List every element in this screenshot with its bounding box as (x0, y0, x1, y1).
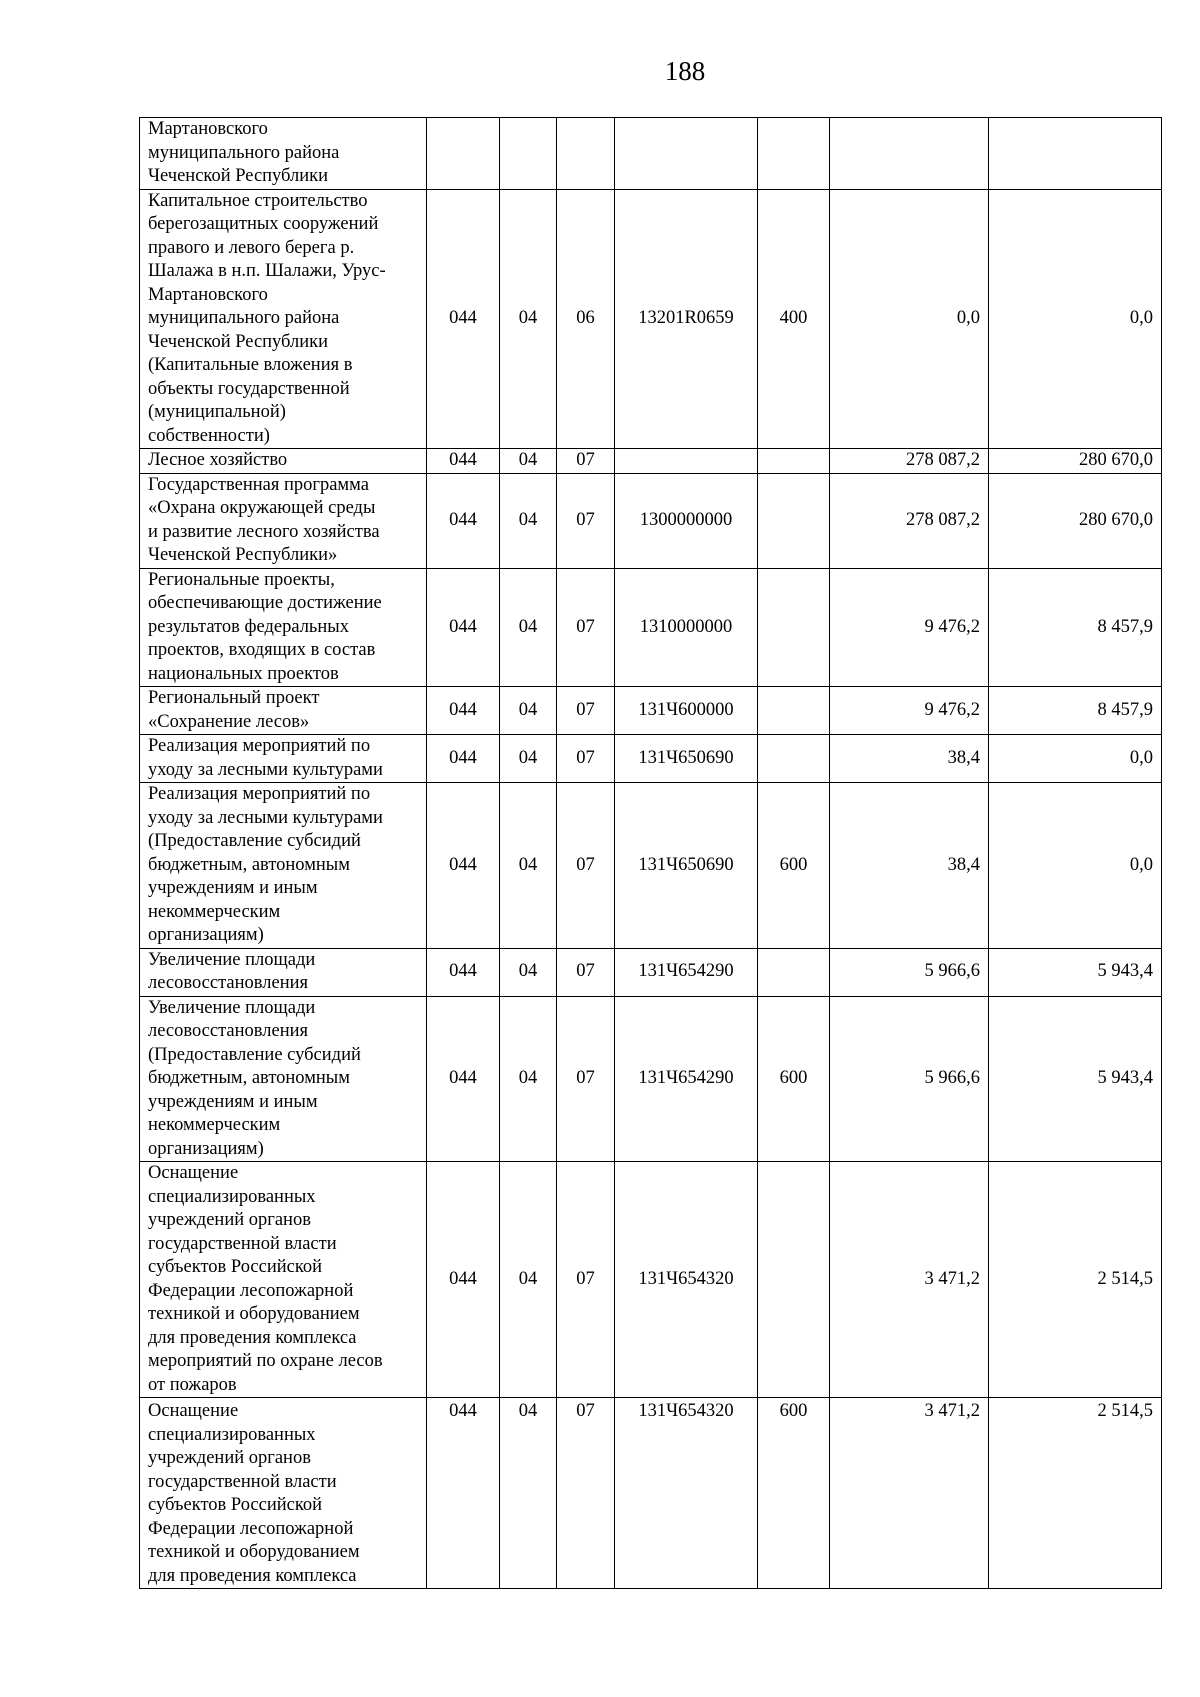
row-name-cell: Государственная программа «Охрана окружающей среды и развитие лесного хозяйства Чеченской Республики» (140, 473, 427, 568)
expense-type-cell (758, 118, 830, 190)
section-code-cell: 04 (500, 783, 557, 949)
amount-year1-cell: 38,4 (830, 783, 989, 949)
target-article-cell: 131Ч654290 (615, 996, 758, 1162)
table-body (140, 118, 1162, 1589)
admin-code-cell: 044 (427, 473, 500, 568)
subsection-code-cell: 07 (557, 1398, 615, 1589)
section-code-cell: 04 (500, 687, 557, 735)
row-name-cell: Реализация мероприятий по уходу за лесными культурами (140, 735, 427, 783)
admin-code-cell: 044 (427, 1162, 500, 1398)
amount-year1-cell: 278 087,2 (830, 473, 989, 568)
table-row (140, 473, 1162, 568)
target-article-cell: 131Ч650690 (615, 783, 758, 949)
amount-year2-cell: 8 457,9 (989, 687, 1162, 735)
table-row (140, 1398, 1162, 1589)
expense-type-cell: 600 (758, 996, 830, 1162)
target-article-cell: 131Ч600000 (615, 687, 758, 735)
admin-code-cell: 044 (427, 189, 500, 449)
admin-code-cell: 044 (427, 948, 500, 996)
admin-code-cell: 044 (427, 735, 500, 783)
section-code-cell: 04 (500, 735, 557, 783)
amount-year2-cell: 0,0 (989, 189, 1162, 449)
expense-type-cell (758, 687, 830, 735)
amount-year2-cell: 2 514,5 (989, 1398, 1162, 1589)
row-name-cell: Увеличение площади лесовосстановления (Предоставление субсидий бюджетным, автономным учреждениям и иным некоммерческим организациям) (140, 996, 427, 1162)
row-name-cell: Лесное хозяйство (140, 449, 427, 474)
amount-year2-cell: 280 670,0 (989, 449, 1162, 474)
table-row (140, 189, 1162, 449)
expense-type-cell (758, 735, 830, 783)
subsection-code-cell: 07 (557, 783, 615, 949)
row-name-cell: Мартановского муниципального района Чеченской Республики (140, 118, 427, 190)
subsection-code-cell: 07 (557, 1162, 615, 1398)
admin-code-cell: 044 (427, 1398, 500, 1589)
subsection-code-cell (557, 118, 615, 190)
section-code-cell: 04 (500, 568, 557, 687)
row-name-cell: Оснащение специализированных учреждений органов государственной власти субъектов Российской Федерации лесопожарной техникой и оборудованием для проведения комплекса мероприятий по охране лесов от пожаров (140, 1162, 427, 1398)
table-row (140, 118, 1162, 190)
amount-year1-cell: 38,4 (830, 735, 989, 783)
amount-year1-cell (830, 118, 989, 190)
page-number: 188 (664, 56, 706, 86)
amount-year1-cell: 9 476,2 (830, 568, 989, 687)
amount-year2-cell: 280 670,0 (989, 473, 1162, 568)
row-name-cell: Оснащение специализированных учреждений органов государственной власти субъектов Российской Федерации лесопожарной техникой и оборудованием для проведения комплекса (140, 1398, 427, 1589)
subsection-code-cell: 07 (557, 948, 615, 996)
amount-year1-cell: 3 471,2 (830, 1398, 989, 1589)
target-article-cell: 131Ч654320 (615, 1162, 758, 1398)
amount-year2-cell (989, 118, 1162, 190)
row-name-cell: Капитальное строительство берегозащитных сооружений правого и левого берега р. Шалажа в н.п. Шалажи, Урус- Мартановского муниципального района Чеченской Республики (Капитальные вложения в объекты государственной (муниципальной) собственности) (140, 189, 427, 449)
subsection-code-cell: 07 (557, 687, 615, 735)
expense-type-cell (758, 948, 830, 996)
expense-type-cell (758, 449, 830, 474)
row-name-cell: Реализация мероприятий по уходу за лесными культурами (Предоставление субсидий бюджетным, автономным учреждениям и иным некоммерческим организациям) (140, 783, 427, 949)
table-row (140, 996, 1162, 1162)
target-article-cell: 131Ч654320 (615, 1398, 758, 1589)
amount-year2-cell: 8 457,9 (989, 568, 1162, 687)
target-article-cell: 131Ч654290 (615, 948, 758, 996)
table-row (140, 948, 1162, 996)
subsection-code-cell: 07 (557, 996, 615, 1162)
table-row (140, 568, 1162, 687)
expense-type-cell (758, 1162, 830, 1398)
amount-year1-cell: 0,0 (830, 189, 989, 449)
section-code-cell: 04 (500, 449, 557, 474)
subsection-code-cell: 06 (557, 189, 615, 449)
amount-year2-cell: 5 943,4 (989, 996, 1162, 1162)
amount-year2-cell: 0,0 (989, 783, 1162, 949)
section-code-cell: 04 (500, 1398, 557, 1589)
section-code-cell: 04 (500, 1162, 557, 1398)
amount-year1-cell: 9 476,2 (830, 687, 989, 735)
target-article-cell (615, 118, 758, 190)
amount-year1-cell: 278 087,2 (830, 449, 989, 474)
target-article-cell: 13201R0659 (615, 189, 758, 449)
amount-year1-cell: 3 471,2 (830, 1162, 989, 1398)
table-row (140, 1162, 1162, 1398)
admin-code-cell: 044 (427, 687, 500, 735)
subsection-code-cell: 07 (557, 449, 615, 474)
admin-code-cell (427, 118, 500, 190)
row-name-cell: Увеличение площади лесовосстановления (140, 948, 427, 996)
expense-type-cell: 600 (758, 1398, 830, 1589)
subsection-code-cell: 07 (557, 473, 615, 568)
table-row (140, 735, 1162, 783)
amount-year1-cell: 5 966,6 (830, 996, 989, 1162)
target-article-cell: 1310000000 (615, 568, 758, 687)
amount-year2-cell: 0,0 (989, 735, 1162, 783)
row-name-cell: Региональные проекты, обеспечивающие достижение результатов федеральных проектов, входящих в состав национальных проектов (140, 568, 427, 687)
subsection-code-cell: 07 (557, 568, 615, 687)
section-code-cell: 04 (500, 996, 557, 1162)
section-code-cell (500, 118, 557, 190)
admin-code-cell: 044 (427, 996, 500, 1162)
expense-type-cell (758, 473, 830, 568)
table-row (140, 687, 1162, 735)
section-code-cell: 04 (500, 189, 557, 449)
admin-code-cell: 044 (427, 783, 500, 949)
expense-type-cell (758, 568, 830, 687)
target-article-cell: 131Ч650690 (615, 735, 758, 783)
amount-year1-cell: 5 966,6 (830, 948, 989, 996)
admin-code-cell: 044 (427, 568, 500, 687)
expense-type-cell: 400 (758, 189, 830, 449)
budget-table (139, 117, 1162, 1589)
target-article-cell (615, 449, 758, 474)
section-code-cell: 04 (500, 948, 557, 996)
amount-year2-cell: 5 943,4 (989, 948, 1162, 996)
subsection-code-cell: 07 (557, 735, 615, 783)
amount-year2-cell: 2 514,5 (989, 1162, 1162, 1398)
section-code-cell: 04 (500, 473, 557, 568)
table-row (140, 783, 1162, 949)
row-name-cell: Региональный проект «Сохранение лесов» (140, 687, 427, 735)
admin-code-cell: 044 (427, 449, 500, 474)
target-article-cell: 1300000000 (615, 473, 758, 568)
expense-type-cell: 600 (758, 783, 830, 949)
table-row (140, 449, 1162, 474)
